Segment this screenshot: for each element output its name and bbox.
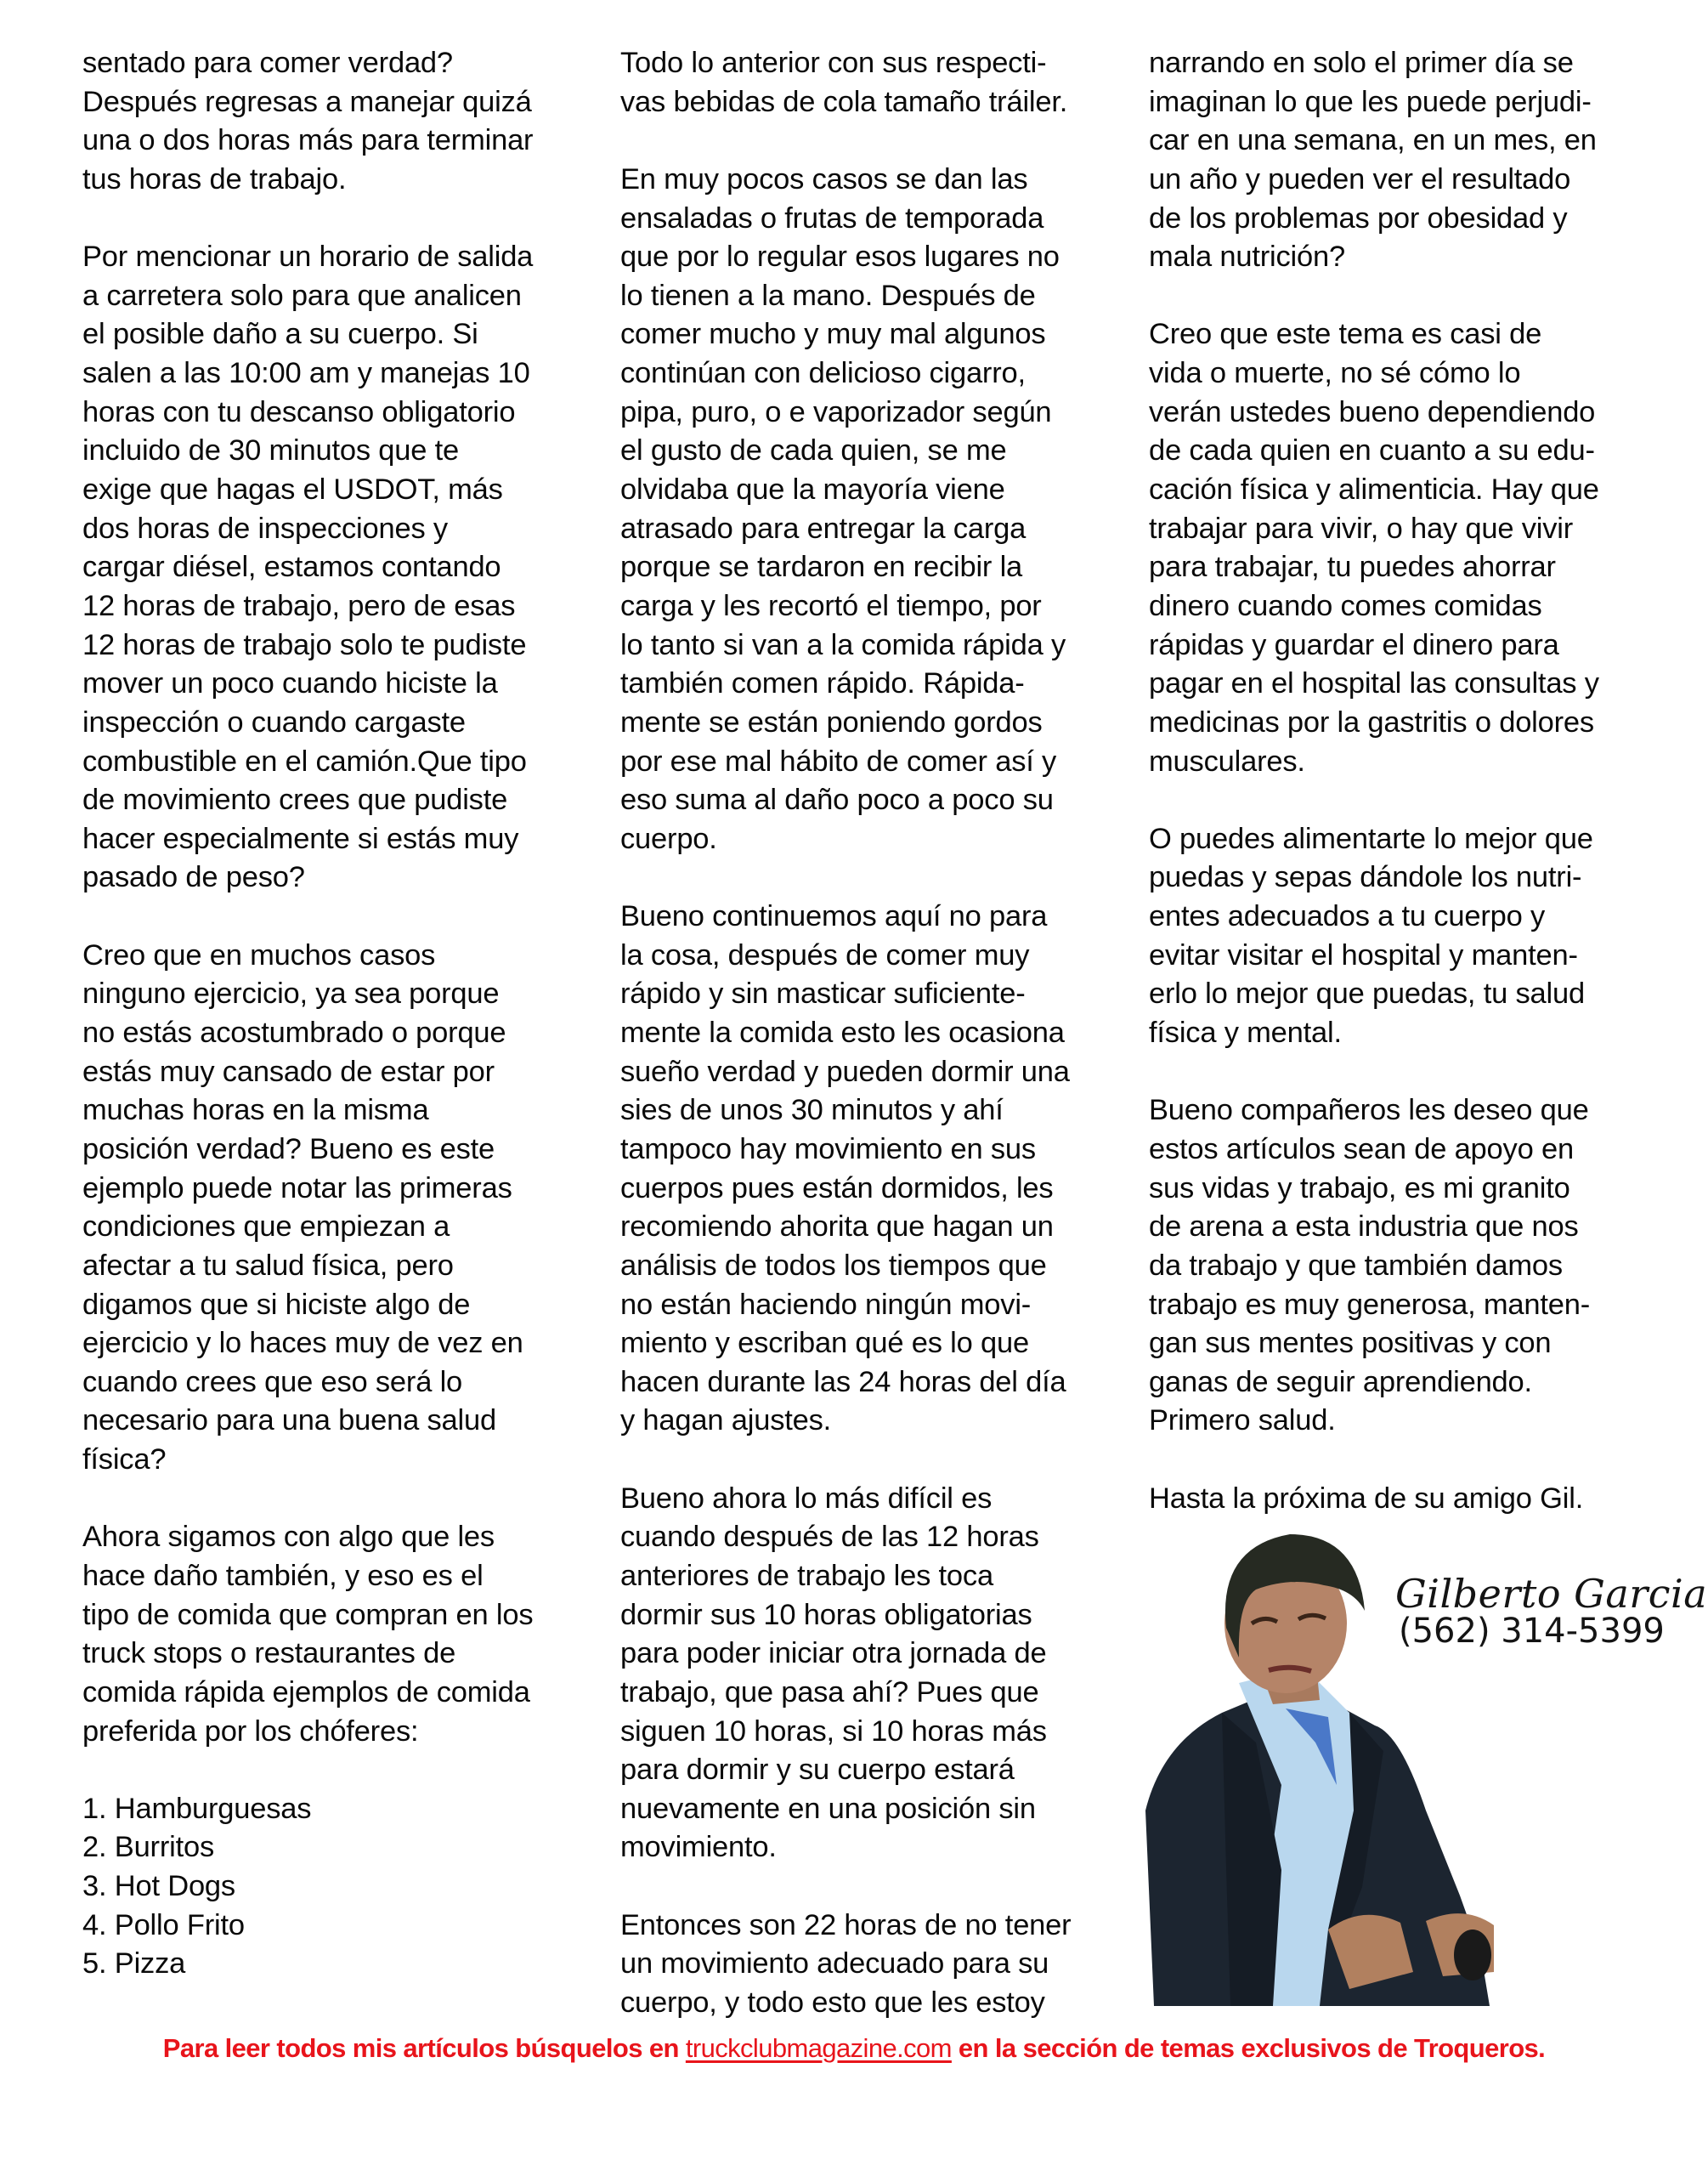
article-text-line: a carretera solo para que analicen [82,279,522,312]
article-text-line: hace daño también, y eso es el [82,1559,484,1592]
paragraph-gap [82,1751,609,1790]
article-text-line: narrando en solo el primer día se [1149,47,1574,79]
footer-text-after: en la sección de temas exclusivos de Troqueros. [951,2033,1546,2063]
article-text-line: rápido y sin masticar suficiente- [620,978,1026,1011]
article-text-line: la cosa, después de comer muy [620,938,1030,972]
article-text-line: incluido de 30 minutos que te [82,434,460,468]
article-text-line: ejercicio y lo haces muy de vez en [82,1327,523,1360]
article-text-line: 5. Pizza [82,1947,186,1980]
paragraph-gap [620,122,1147,161]
article-text-line: exige que hagas el USDOT, más [82,473,503,507]
article-text-line: car en una semana, en un mes, en [1149,124,1597,157]
article-text-line: estos artículos sean de apoyo en [1149,1132,1574,1165]
article-text-line: carga y les recortó el tiempo, por [620,589,1042,622]
article-text-line: porque se tardaron en recibir la [620,551,1023,584]
article-text-line: da trabajo y que también damos [1149,1249,1563,1282]
article-text-line: verán ustedes bueno dependiendo [1149,395,1596,428]
article-text-line: gan sus mentes positivas y con [1149,1327,1552,1360]
article-text-line: miento y escriban qué es lo que [620,1327,1029,1360]
paragraph-gap [620,858,1147,898]
article-text-line: preferida por los chóferes: [82,1714,419,1748]
article-text-line: cuerpo. [620,822,717,855]
article-text-line: entes adecuados a tu cuerpo y [1149,900,1546,933]
article-text-line: recomiendo ahorita que hagan un [620,1210,1054,1244]
article-text-line: sueño verdad y pueden dormir una [620,1055,1070,1088]
article-text-line: horas con tu descanso obligatorio [82,395,516,428]
article-text-line: para poder iniciar otra jornada de [620,1637,1047,1670]
article-text-line: física? [82,1443,167,1476]
article-text-line: un año y pueden ver el resultado [1149,162,1571,196]
article-text-line: evitar visitar el hospital y manten- [1149,938,1578,972]
article-text-line: truck stops o restaurantes de [82,1637,456,1670]
article-text-line: no estás acostumbrado o porque [82,1017,506,1050]
article-text-line: En muy pocos casos se dan las [620,162,1028,196]
article-text-line: Todo lo anterior con sus respecti- [620,47,1047,79]
article-text-line: de arena a esta industria que nos [1149,1210,1579,1244]
article-text-line: Hasta la próxima de su amigo Gil. [1149,1482,1584,1515]
article-text-line: no están haciendo ningún movi- [620,1288,1032,1321]
magazine-link[interactable]: truckclubmagazine.com [685,2033,952,2063]
article-text-line: física y mental. [1149,1017,1342,1050]
article-text-line: mala nutrición? [1149,241,1345,274]
article-text-line: cuerpos pues están dormidos, les [620,1171,1054,1204]
article-text-line: que por lo regular esos lugares no [620,241,1060,274]
article-text-line: Entonces son 22 horas de no tener [620,1908,1072,1941]
article-text-line: movimiento. [620,1831,777,1864]
article-text-line: para trabajar, tu puedes ahorrar [1149,551,1556,584]
article-column-right [1149,44,1684,1518]
article-text-line: ejemplo puede notar las primeras [82,1171,512,1204]
article-text-line: cuando crees que eso será lo [82,1365,463,1398]
article-text-line: erlo lo mejor que puedas, tu salud [1149,978,1585,1011]
article-text-line: muchas horas en la misma [82,1094,429,1127]
article-text-line: imaginan lo que les puede perjudi- [1149,85,1592,118]
article-text-line: inspección o cuando cargaste [82,706,466,739]
article-text-line: Creo que en muchos casos [82,938,436,972]
article-text-line: musculares. [1149,745,1305,778]
article-text-line: tipo de comida que compran en los [82,1598,534,1631]
article-text-line: mente la comida esto les ocasiona [620,1017,1065,1050]
article-text-line: lo tanto si van a la comida rápida y [620,628,1066,661]
article-text-line: tampoco hay movimiento en sus [620,1132,1036,1165]
paragraph-gap [1149,1053,1684,1092]
article-text-line: mover un poco cuando hiciste la [82,667,498,700]
article-text-line: sus vidas y trabajo, es mi granito [1149,1171,1570,1204]
article-text-line: olvidaba que la mayoría viene [620,473,1005,507]
article-text-line: medicinas por la gastritis o dolores [1149,706,1594,739]
article-text-line: digamos que si hiciste algo de [82,1288,471,1321]
article-text-line: estás muy cansado de estar por [82,1055,495,1088]
article-text-line: de cada quien en cuanto a su edu- [1149,434,1595,468]
article-text-line: hacen durante las 24 horas del día [620,1365,1066,1398]
article-text-line: pasado de peso? [82,861,305,894]
article-text-line: 2. Burritos [82,1831,215,1864]
author-box [1145,1530,1708,2014]
article-text-line: combustible en el camión.Que tipo [82,745,527,778]
article-text-line: afectar a tu salud física, pero [82,1249,454,1282]
article-text-line: Creo que este tema es casi de [1149,318,1542,351]
article-text-line: Después regresas a manejar quizá [82,85,532,118]
article-text-line: Bueno compañeros les deseo que [1149,1094,1589,1127]
article-text-line: por ese mal hábito de comer así y [620,745,1057,778]
article-text-line: salen a las 10:00 am y manejas 10 [82,357,530,390]
article-text-line: un movimiento adecuado para su [620,1947,1049,1980]
footer-text-before: Para leer todos mis artículos búsquelos en [162,2033,686,2063]
article-text-line: hacer especialmente si estás muy [82,822,519,855]
article-text-line: sentado para comer verdad? [82,47,453,79]
article-text-line: posición verdad? Bueno es este [82,1132,495,1165]
article-text-line: el posible daño a su cuerpo. Si [82,318,478,351]
article-text-line: el gusto de cada quien, se me [620,434,1007,468]
article-text-line: nuevamente en una posición sin [620,1792,1036,1825]
article-text-line: continúan con delicioso cigarro, [620,357,1026,390]
article-column-middle [620,44,1147,2023]
article-text-line: dos horas de inspecciones y [82,512,448,545]
article-text-line: comer mucho y muy mal algunos [620,318,1046,351]
paragraph-gap [82,1480,609,1519]
article-text-line: 4. Pollo Frito [82,1908,245,1941]
article-text-line: pipa, puro, o e vaporizador según [620,395,1052,428]
article-text-line: dormir sus 10 horas obligatorias [620,1598,1032,1631]
article-text-line: Bueno continuemos aquí no para [620,900,1048,933]
article-text-line: también comen rápido. Rápida- [620,667,1025,700]
article-column-left [82,44,609,1984]
paragraph-gap [1149,1441,1684,1480]
author-name: Gilberto Garcia [1395,1571,1708,1617]
author-phone: (562) 314-5399 [1399,1612,1665,1651]
article-text-line: y hagan ajustes. [620,1404,832,1437]
article-text-line: ninguno ejercicio, ya sea porque [82,978,500,1011]
article-text-line: O puedes alimentarte lo mejor que [1149,822,1593,855]
article-text-line: puedas y sepas dándole los nutri- [1149,861,1582,894]
article-text-line: dinero cuando comes comidas [1149,589,1542,622]
article-text-line: tus horas de trabajo. [82,162,347,196]
article-text-line: 12 horas de trabajo, pero de esas [82,589,516,622]
article-text-line: Por mencionar un horario de salida [82,241,534,274]
paragraph-gap [1149,277,1684,316]
article-text-line: siguen 10 horas, si 10 horas más [620,1714,1047,1748]
paragraph-gap [82,898,609,937]
paragraph-gap [1149,781,1684,820]
article-text-line: vida o muerte, no sé cómo lo [1149,357,1521,390]
article-text-line: cación física y alimenticia. Hay que [1149,473,1599,507]
article-text-line: mente se están poniendo gordos [620,706,1043,739]
paragraph-gap [82,200,609,239]
article-text-line: Bueno ahora lo más difícil es [620,1482,993,1515]
article-text-line: vas bebidas de cola tamaño tráiler. [620,85,1068,118]
article-text-line: lo tienen a la mano. Después de [620,279,1036,312]
paragraph-gap [620,1441,1147,1480]
article-text-line: condiciones que empiezan a [82,1210,450,1244]
article-text-line: sies de unos 30 minutos y ahí [620,1094,1004,1127]
article-text-line: ensaladas o frutas de temporada [620,201,1044,235]
article-text-line: 3. Hot Dogs [82,1870,235,1903]
article-text-line: 12 horas de trabajo solo te pudiste [82,628,527,661]
article-text-line: rápidas y guardar el dinero para [1149,628,1559,661]
article-text-line: Ahora sigamos con algo que les [82,1521,495,1554]
article-text-line: eso suma al daño poco a poco su [620,784,1054,817]
article-text-line: cuando después de las 12 horas [620,1521,1039,1554]
article-text-line: análisis de todos los tiempos que [620,1249,1047,1282]
article-text-line: trabajo, que pasa ahí? Pues que [620,1675,1039,1708]
article-text-line: comida rápida ejemplos de comida [82,1675,530,1708]
article-text-line: de movimiento crees que pudiste [82,784,508,817]
footer-promo [0,2033,1708,2064]
article-text-line: Primero salud. [1149,1404,1336,1437]
article-text-line: de los problemas por obesidad y [1149,201,1568,235]
article-text-line: anteriores de trabajo les toca [620,1559,993,1592]
paragraph-gap [620,1867,1147,1907]
article-text-line: cargar diésel, estamos contando [82,551,501,584]
article-text-line: cuerpo, y todo esto que les estoy [620,1986,1045,2020]
article-text-line: atrasado para entregar la carga [620,512,1026,545]
article-text-line: 1. Hamburguesas [82,1792,312,1825]
article-text-line: para dormir y su cuerpo estará [620,1754,1015,1787]
article-text-line: necesario para una buena salud [82,1404,496,1437]
article-text-line: ganas de seguir aprendiendo. [1149,1365,1532,1398]
article-text-line: trabajar para vivir, o hay que vivir [1149,512,1574,545]
article-text-line: pagar en el hospital las consultas y [1149,667,1599,700]
article-text-line: trabajo es muy generosa, manten- [1149,1288,1591,1321]
article-text-line: una o dos horas más para terminar [82,124,534,157]
